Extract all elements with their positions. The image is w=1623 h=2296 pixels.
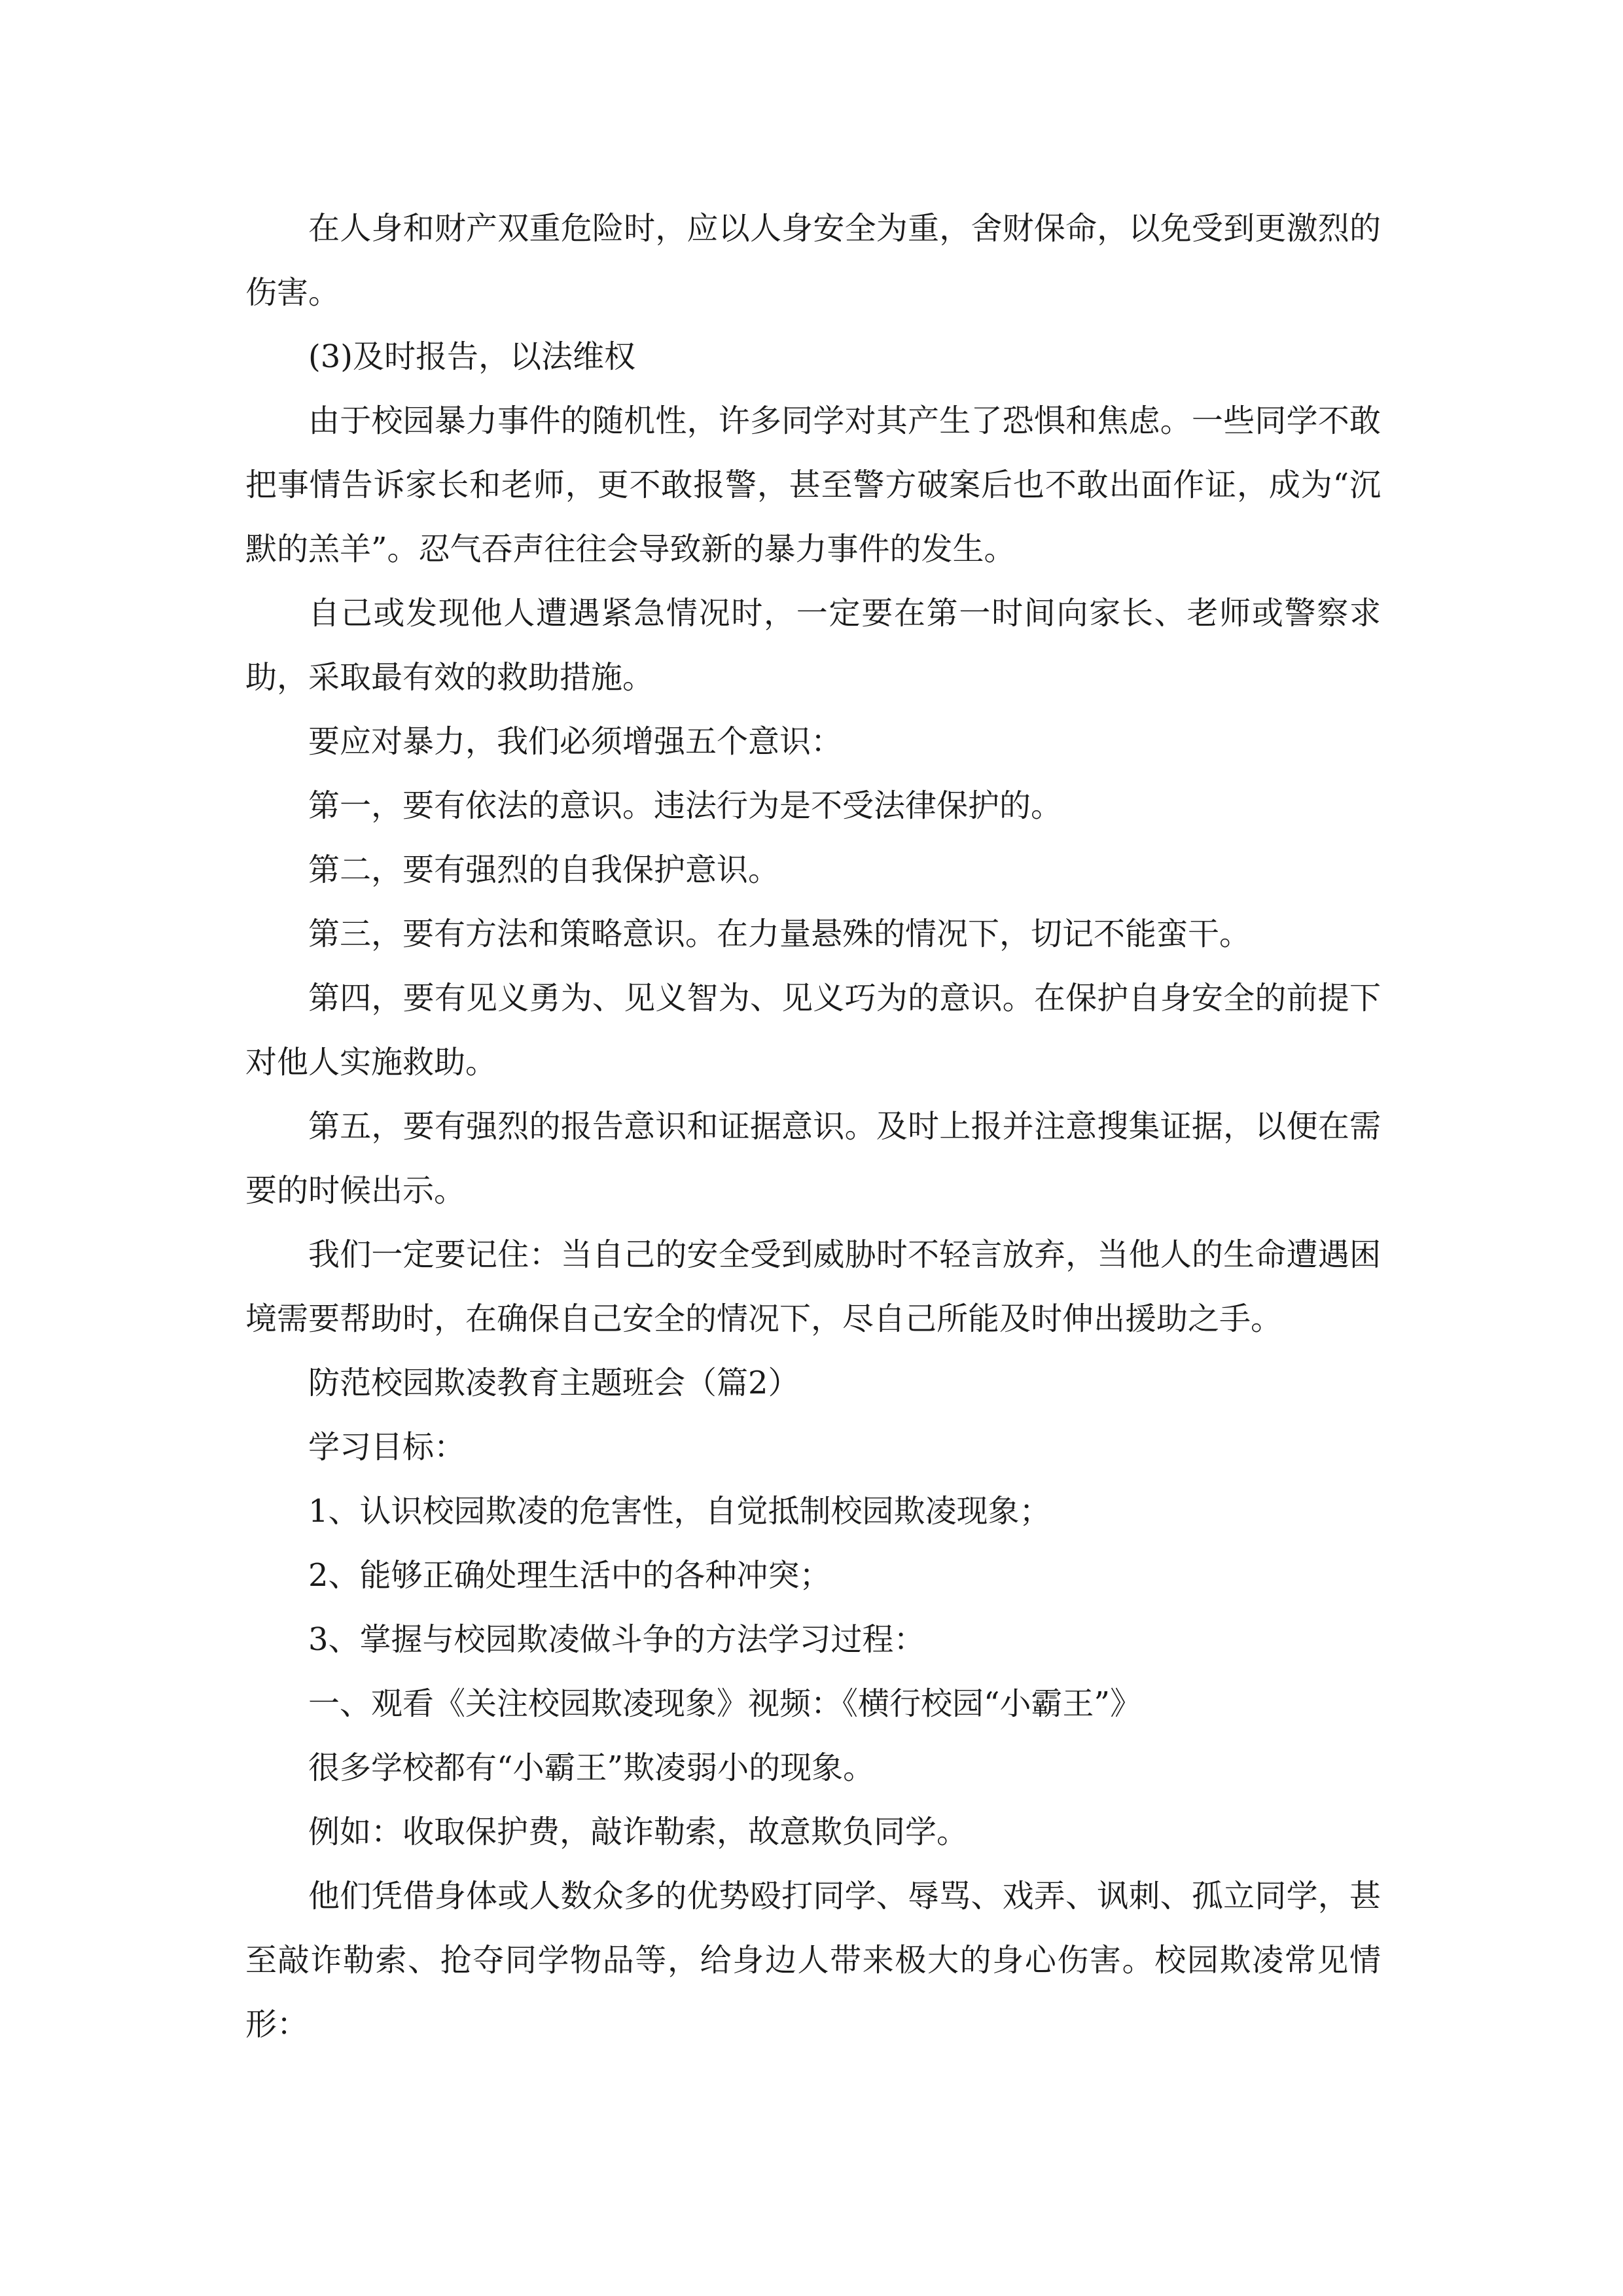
paragraph: 自己或发现他人遭遇紧急情况时，一定要在第一时间向家长、老师或警察求助，采取最有效的救助措施。: [245, 595, 1381, 696]
paragraph: 由于校园暴力事件的随机性，许多同学对其产生了恐惧和焦虑。一些同学不敢把事情告诉家长和老师，更不敢报警，甚至警方破案后也不敢出面作证，成为“沉默的羔羊”。忍气吞声往往会导致新的暴力事件的发生。: [245, 403, 1381, 567]
list-item: 第五，要有强烈的报告意识和证据意识。及时上报并注意搜集证据，以便在需要的时候出示。: [245, 1108, 1381, 1209]
paragraph: 在人身和财产双重危险时，应以人身安全为重，舍财保命，以免受到更激烈的伤害。: [245, 210, 1381, 311]
list-item: 第四，要有见义勇为、见义智为、见义巧为的意识。在保护自身安全的前提下对他人实施救助。: [245, 980, 1381, 1081]
document-body: [245, 196, 1381, 2056]
list-item: 1、认识校园欺凌的危害性，自觉抵制校园欺凌现象；: [308, 1493, 1051, 1530]
list-item: 第一，要有依法的意识。违法行为是不受法律保护的。: [308, 787, 1063, 824]
list-item: 第二，要有强烈的自我保护意识。: [308, 852, 780, 888]
section-heading: 防范校园欺凌教育主题班会（篇2）: [308, 1365, 800, 1401]
list-item: 2、能够正确处理生活中的各种冲突；: [308, 1557, 831, 1594]
subheading: 一、观看《关注校园欺凌现象》视频：《横行校园“小霸王”》: [308, 1685, 1142, 1722]
paragraph: 他们凭借身体或人数众多的优势殴打同学、辱骂、戏弄、讽刺、孤立同学，甚至敲诈勒索、抢夺同学物品等，给身边人带来极大的身心伤害。校园欺凌常见情形：: [245, 1878, 1381, 2043]
section-heading: (3)及时报告，以法维权: [308, 338, 635, 375]
paragraph: 我们一定要记住：当自己的安全受到威胁时不轻言放弃，当他人的生命遭遇困境需要帮助时，在确保自己安全的情况下，尽自己所能及时伸出援助之手。: [245, 1236, 1381, 1337]
paragraph: 例如：收取保护费，敲诈勒索，故意欺负同学。: [308, 1814, 969, 1850]
list-item: 第三，要有方法和策略意识。在力量悬殊的情况下，切记不能蛮干。: [308, 916, 1251, 952]
subheading: 学习目标：: [308, 1429, 466, 1465]
paragraph: 很多学校都有“小霸王”欺凌弱小的现象。: [308, 1749, 875, 1786]
paragraph: 要应对暴力，我们必须增强五个意识：: [308, 723, 843, 760]
list-item: 3、掌握与校园欺凌做斗争的方法学习过程：: [308, 1621, 925, 1658]
